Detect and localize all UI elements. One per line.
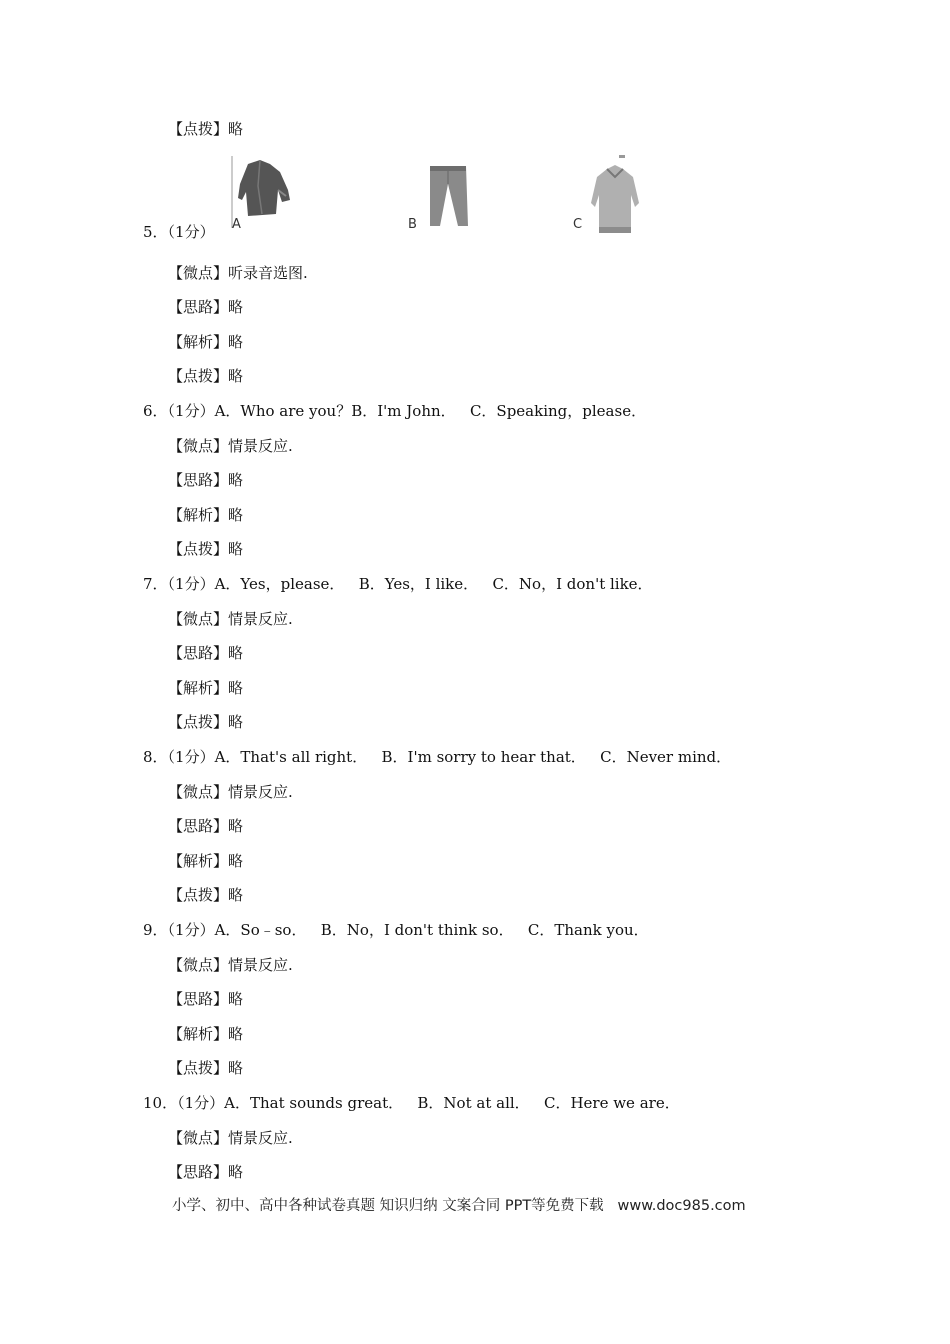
q9-weidian: 【微点】情景反应.: [168, 956, 293, 974]
q8-weidian: 【微点】情景反应.: [168, 783, 293, 801]
q8-jiexi: 【解析】略: [168, 852, 244, 870]
q7-silu: 【思路】略: [168, 644, 244, 662]
top-dianbo: 【点拨】略: [168, 120, 244, 138]
q6-text: 6．（1分）A．Who are you？B．I'm John． C．Speaking，please．: [143, 402, 647, 420]
q10-silu: 【思路】略: [168, 1163, 244, 1181]
q5-jiexi: 【解析】略: [168, 333, 244, 351]
q5-number: 5．（1分）: [143, 223, 215, 241]
q9-silu: 【思路】略: [168, 990, 244, 1008]
q5-dianbo: 【点拨】略: [168, 367, 244, 385]
q6-silu: 【思路】略: [168, 471, 244, 489]
q8-dianbo: 【点拨】略: [168, 886, 244, 904]
q6-dianbo: 【点拨】略: [168, 540, 244, 558]
sweater-picture: [585, 155, 645, 239]
q5-weidian: 【微点】听录音选图.: [168, 264, 308, 282]
q7-jiexi: 【解析】略: [168, 679, 244, 697]
q6-jiexi: 【解析】略: [168, 506, 244, 524]
q7-dianbo: 【点拨】略: [168, 713, 244, 731]
q9-jiexi: 【解析】略: [168, 1025, 244, 1043]
q7-text: 7．（1分）A．Yes，please． B．Yes，I like． C．No，I don't like．: [143, 575, 653, 593]
q5-silu: 【思路】略: [168, 298, 244, 316]
q10-weidian: 【微点】情景反应.: [168, 1129, 293, 1147]
q9-text: 9．（1分）A．So﹣so． B．No，I don't think so． C．Thank you．: [143, 921, 649, 939]
q8-silu: 【思路】略: [168, 817, 244, 835]
q10-text: 10．（1分）A．That sounds great． B．Not at all． C．Here we are．: [143, 1094, 680, 1112]
q7-weidian: 【微点】情景反应.: [168, 610, 293, 628]
page-footer: 小学、初中、高中各种试卷真题 知识归纳 文案合同 PPT等免费下载 www.doc985.com: [172, 1198, 746, 1214]
q9-dianbo: 【点拨】略: [168, 1059, 244, 1077]
option-b-label: B: [408, 217, 417, 232]
trousers-picture: [422, 162, 474, 230]
option-a-label: A: [232, 217, 241, 232]
q6-weidian: 【微点】情景反应.: [168, 437, 293, 455]
q8-text: 8．（1分）A．That's all right． B．I'm sorry to hear that． C．Never mind．: [143, 748, 732, 766]
option-c-label: C: [573, 217, 583, 232]
